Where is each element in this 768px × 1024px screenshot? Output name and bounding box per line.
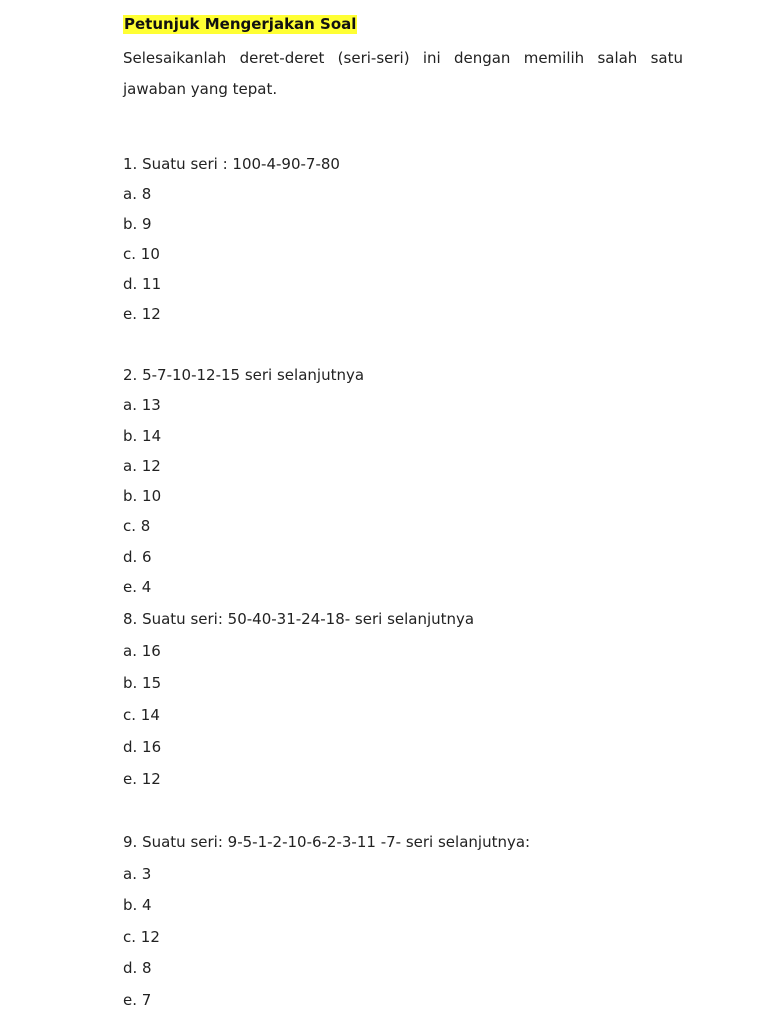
question-text: 8. Suatu seri: 50-40-31-24-18- seri selanjutnya — [123, 610, 475, 629]
answer-option: d. 16 — [123, 738, 162, 757]
answer-option: a. 8 — [123, 185, 152, 203]
answer-option: a. 3 — [123, 864, 152, 883]
instructions-title: Petunjuk Mengerjakan Soal — [124, 15, 357, 33]
document-page — [123, 14, 683, 1016]
question-8 — [123, 603, 683, 795]
answer-option: c. 14 — [123, 706, 160, 725]
answer-option: b. 4 — [123, 896, 152, 915]
answer-option: b. 14 — [123, 426, 162, 445]
answer-option: c. 10 — [123, 245, 160, 263]
answer-option: a. 12 — [123, 456, 161, 475]
answer-option: d. 8 — [123, 959, 152, 978]
answer-option: b. 15 — [123, 674, 162, 693]
answer-option: e. 12 — [123, 770, 161, 789]
question-text: 2. 5-7-10-12-15 seri selanjutnya — [123, 366, 365, 384]
question-9 — [123, 827, 683, 1016]
answer-option: d. 11 — [123, 275, 162, 293]
answer-option: e. 12 — [123, 305, 161, 323]
answer-option: e. 4 — [123, 578, 152, 597]
answer-option: a. 16 — [123, 642, 161, 661]
answer-option: e. 7 — [123, 990, 152, 1009]
answer-option: b. 9 — [123, 215, 152, 233]
instructions-text: Selesaikanlah deret-deret (seri-seri) ini dengan memilih salah satu jawaban yang tepat. — [123, 49, 683, 98]
question-1 — [123, 149, 683, 329]
question-2 — [123, 360, 683, 602]
question-text: 1. Suatu seri : 100-4-90-7-80 — [123, 155, 340, 173]
question-text: 9. Suatu seri: 9-5-1-2-10-6-2-3-11 -7- seri selanjutnya: — [123, 833, 531, 852]
answer-option: b. 10 — [123, 487, 162, 506]
answer-option: c. 12 — [123, 927, 160, 946]
answer-option: d. 6 — [123, 547, 152, 566]
answer-option: c. 8 — [123, 517, 151, 536]
answer-option: a. 13 — [123, 396, 161, 415]
